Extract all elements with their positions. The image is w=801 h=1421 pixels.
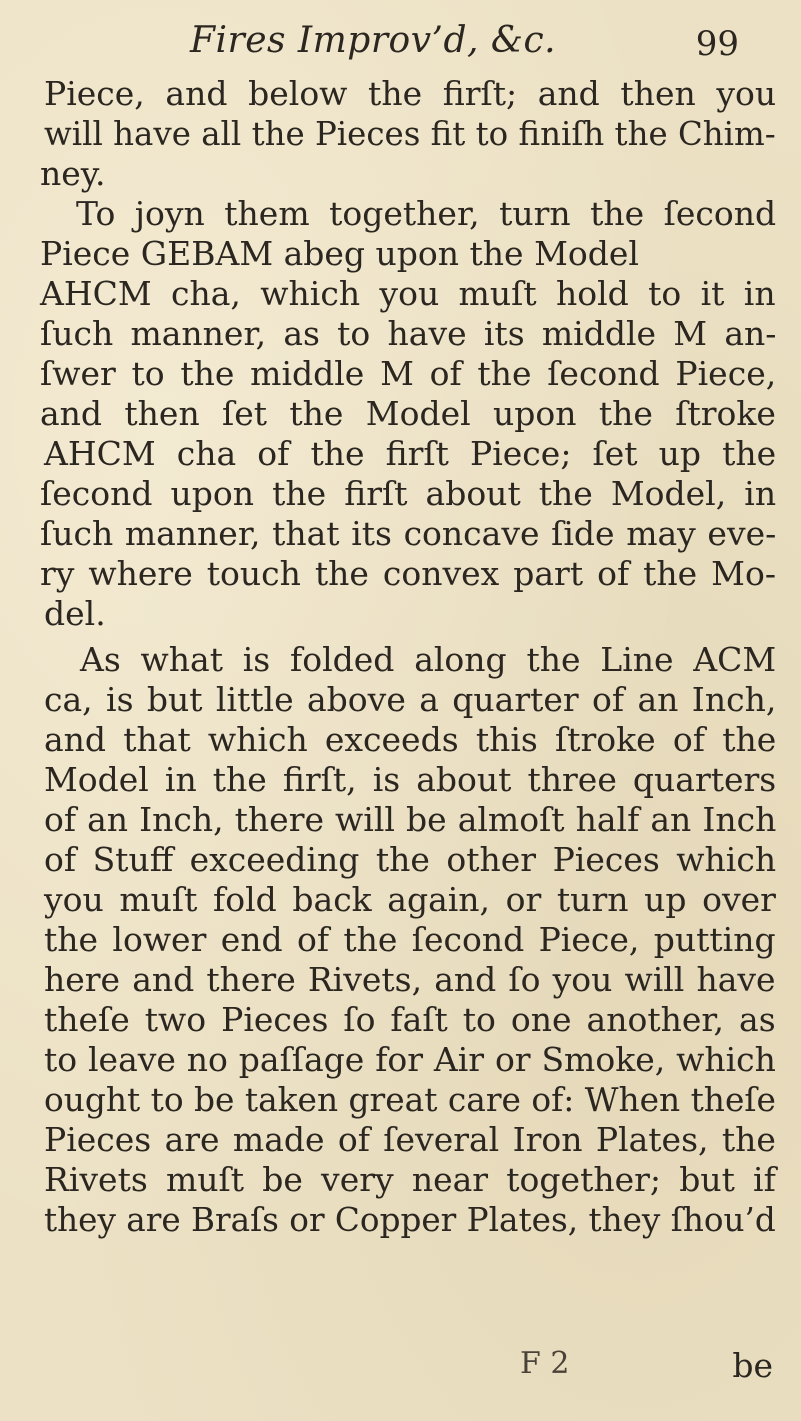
text-line: to leave no paſſage for Air or Smoke, which: [44, 1040, 776, 1079]
text-line: AHCM cha, which you muſt hold to it in: [40, 274, 776, 313]
catchword: be: [732, 1346, 773, 1385]
text-line: of Stuff exceeding the other Pieces which: [44, 840, 777, 879]
text-line: and then ſet the Model upon the ſtroke: [40, 394, 776, 433]
page-header: [0, 14, 801, 74]
page-number: 99: [695, 24, 739, 64]
text-line: Model in the firſt, is about three quarters: [44, 760, 777, 799]
text-line: the lower end of the ſecond Piece, putting: [44, 920, 776, 959]
text-line: ſecond upon the firſt about the Model, in: [40, 474, 777, 513]
text-line: Pieces are made of ſeveral Iron Plates, the: [44, 1120, 776, 1159]
text-line: ry where touch the convex part of the Mo-: [40, 554, 776, 593]
text-line: and that which exceeds this ſtroke of the: [44, 720, 777, 759]
running-title: Fires Improv’d, &c.: [190, 20, 557, 61]
text-line: ca, is but little above a quarter of an Inch,: [44, 680, 777, 719]
text-line: of an Inch, there will be almoſt half an Inch: [44, 800, 777, 839]
text-line: ought to be taken great care of: When theſe: [44, 1080, 776, 1119]
text-line: Piece, and below the firſt; and then you: [44, 74, 777, 113]
text-line: here and there Rivets, and ſo you will have: [44, 960, 776, 999]
page-footer: [0, 1346, 801, 1386]
text-line: To joyn them together, turn the ſecond: [76, 194, 777, 233]
text-line: del.: [44, 594, 106, 633]
text-line: ſuch manner, that its concave ſide may eve-: [40, 514, 777, 553]
text-line: As what is folded along the Line ACM: [80, 640, 777, 679]
text-line: will have all the Pieces fit to finiſh the Chim-: [44, 114, 776, 153]
text-line: Rivets muſt be very near together; but if: [44, 1160, 776, 1199]
text-line: theſe two Pieces ſo faſt to one another, as: [44, 1000, 776, 1039]
text-line: you muſt fold back again, or turn up over: [44, 880, 776, 919]
text-line: ſuch manner, as to have its middle M an-: [40, 314, 777, 353]
text-line: they are Braſs or Copper Plates, they ſhou’d: [44, 1200, 776, 1239]
text-line: ney.: [40, 154, 106, 193]
text-line: ſwer to the middle M of the ſecond Piece,: [40, 354, 777, 393]
text-line: Piece GEBAM abeg upon the Model: [40, 234, 639, 273]
text-line: AHCM cha of the firſt Piece; ſet up the: [44, 434, 777, 473]
signature-mark: F 2: [520, 1346, 570, 1381]
